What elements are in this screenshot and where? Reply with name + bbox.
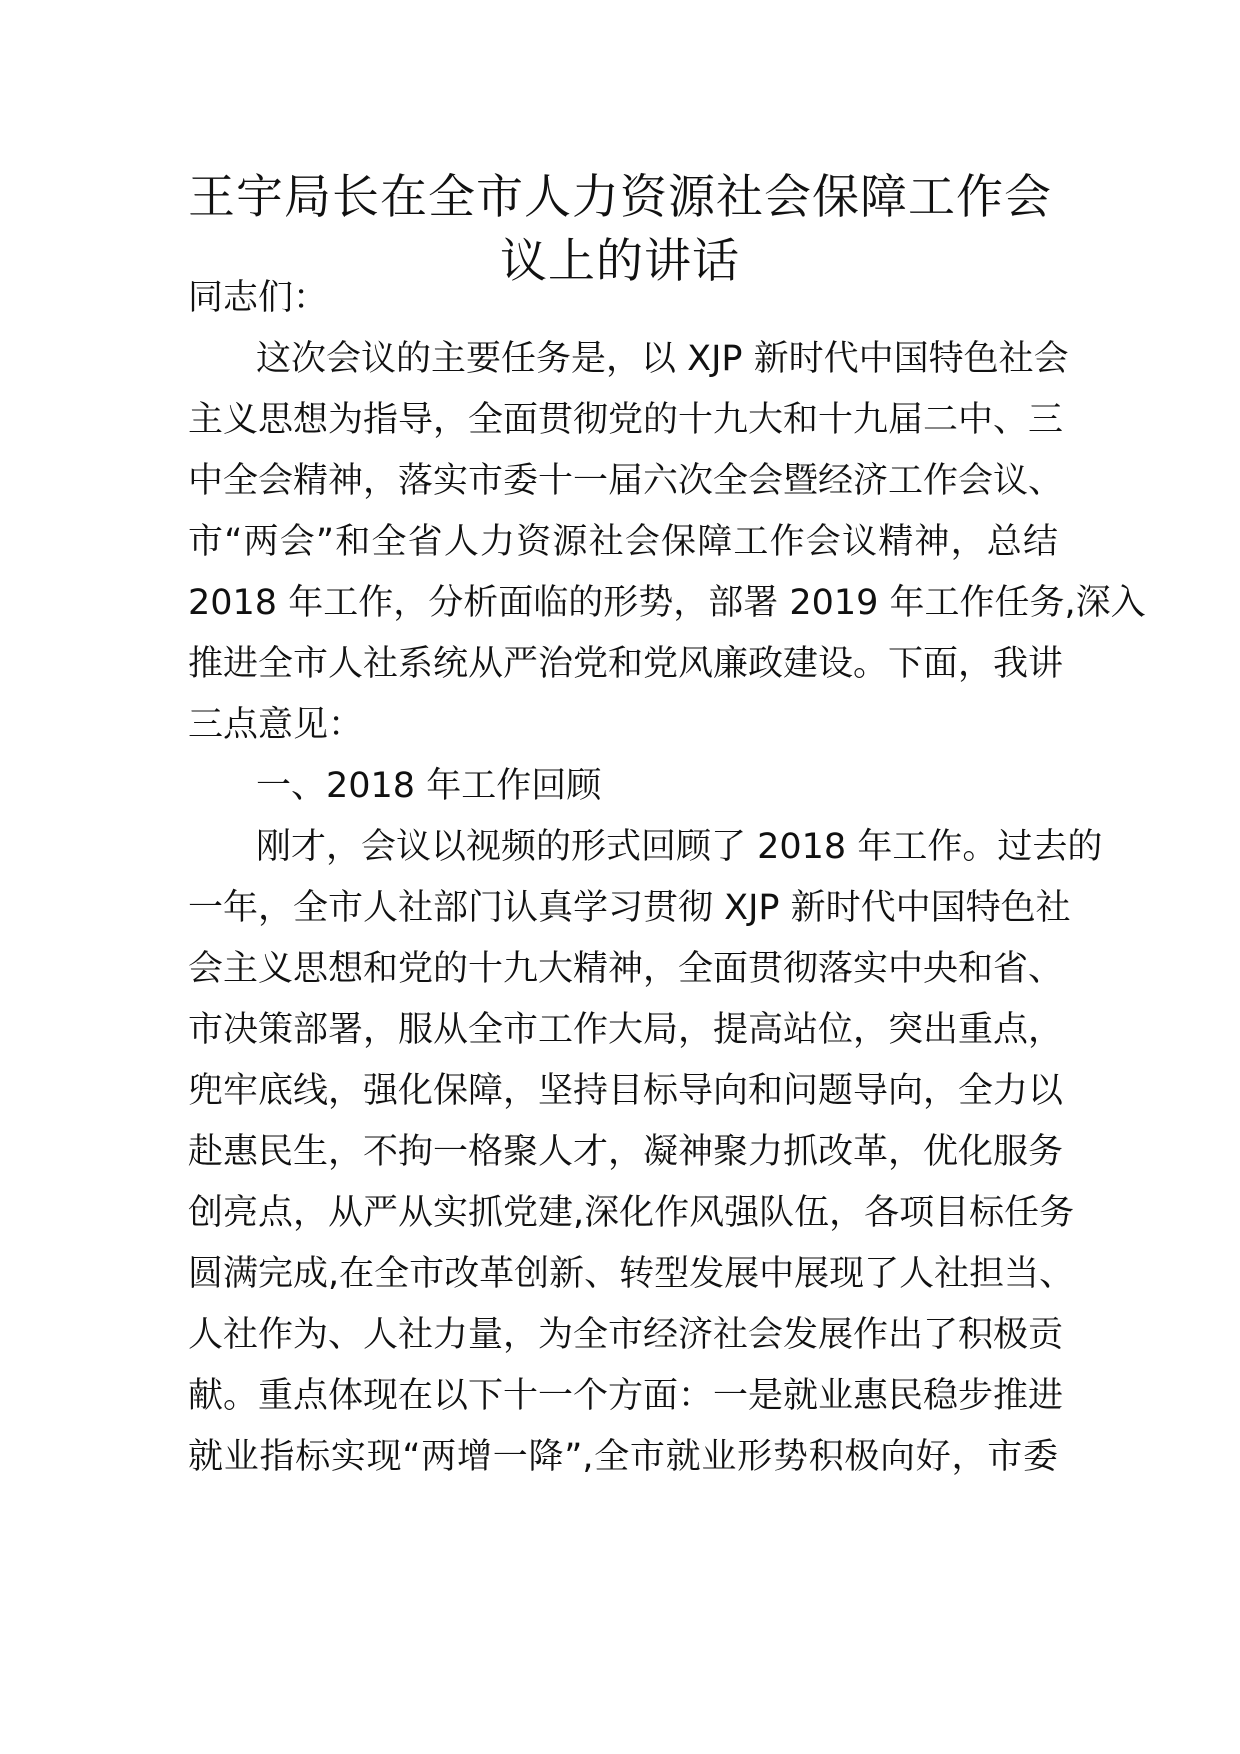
body-line: 兜牢底线，强化保障，坚持目标导向和问题导向，全力以 xyxy=(188,1071,1064,1111)
body-line: 创亮点，从严从实抓党建,深化作风强队伍，各项目标任务 xyxy=(188,1193,1075,1233)
body-line: 2018 年工作，分析面临的形势，部署 2019 年工作任务,深入 xyxy=(188,583,1146,623)
document-title-line-1: 王宇局长在全市人力资源社会保障工作会 xyxy=(188,170,1052,225)
body-line: 就业指标实现“两增一降”,全市就业形势积极向好，市委 xyxy=(188,1437,1058,1477)
body-line: 这次会议的主要任务是，以 XJP 新时代中国特色社会 xyxy=(256,339,1069,379)
body-line: 献。重点体现在以下十一个方面：一是就业惠民稳步推进 xyxy=(188,1376,1064,1416)
body-line: 市决策部署，服从全市工作大局，提高站位，突出重点， xyxy=(188,1010,1064,1050)
body-line: 市“两会”和全省人力资源社会保障工作会议精神，总结 xyxy=(188,522,1058,562)
section-heading: 一、2018 年工作回顾 xyxy=(256,766,602,806)
salutation: 同志们： xyxy=(188,278,329,318)
body-line: 刚才，会议以视频的形式回顾了 2018 年工作。过去的 xyxy=(256,827,1103,867)
body-line: 中全会精神，落实市委十一届六次全会暨经济工作会议、 xyxy=(188,461,1064,501)
body-line: 圆满完成,在全市改革创新、转型发展中展现了人社担当、 xyxy=(188,1254,1075,1294)
body-line: 主义思想为指导，全面贯彻党的十九大和十九届二中、三 xyxy=(188,400,1064,440)
document-title-line-2: 议上的讲话 xyxy=(500,234,740,289)
body-line: 一年，全市人社部门认真学习贯彻 XJP 新时代中国特色社 xyxy=(188,888,1071,928)
body-line: 三点意见： xyxy=(188,705,364,745)
body-line: 人社作为、人社力量，为全市经济社会发展作出了积极贡 xyxy=(188,1315,1064,1355)
body-line: 会主义思想和党的十九大精神，全面贯彻落实中央和省、 xyxy=(188,949,1064,989)
body-line: 推进全市人社系统从严治党和党风廉政建设。下面，我讲 xyxy=(188,644,1064,684)
body-line: 赴惠民生，不拘一格聚人才，凝神聚力抓改革，优化服务 xyxy=(188,1132,1064,1172)
